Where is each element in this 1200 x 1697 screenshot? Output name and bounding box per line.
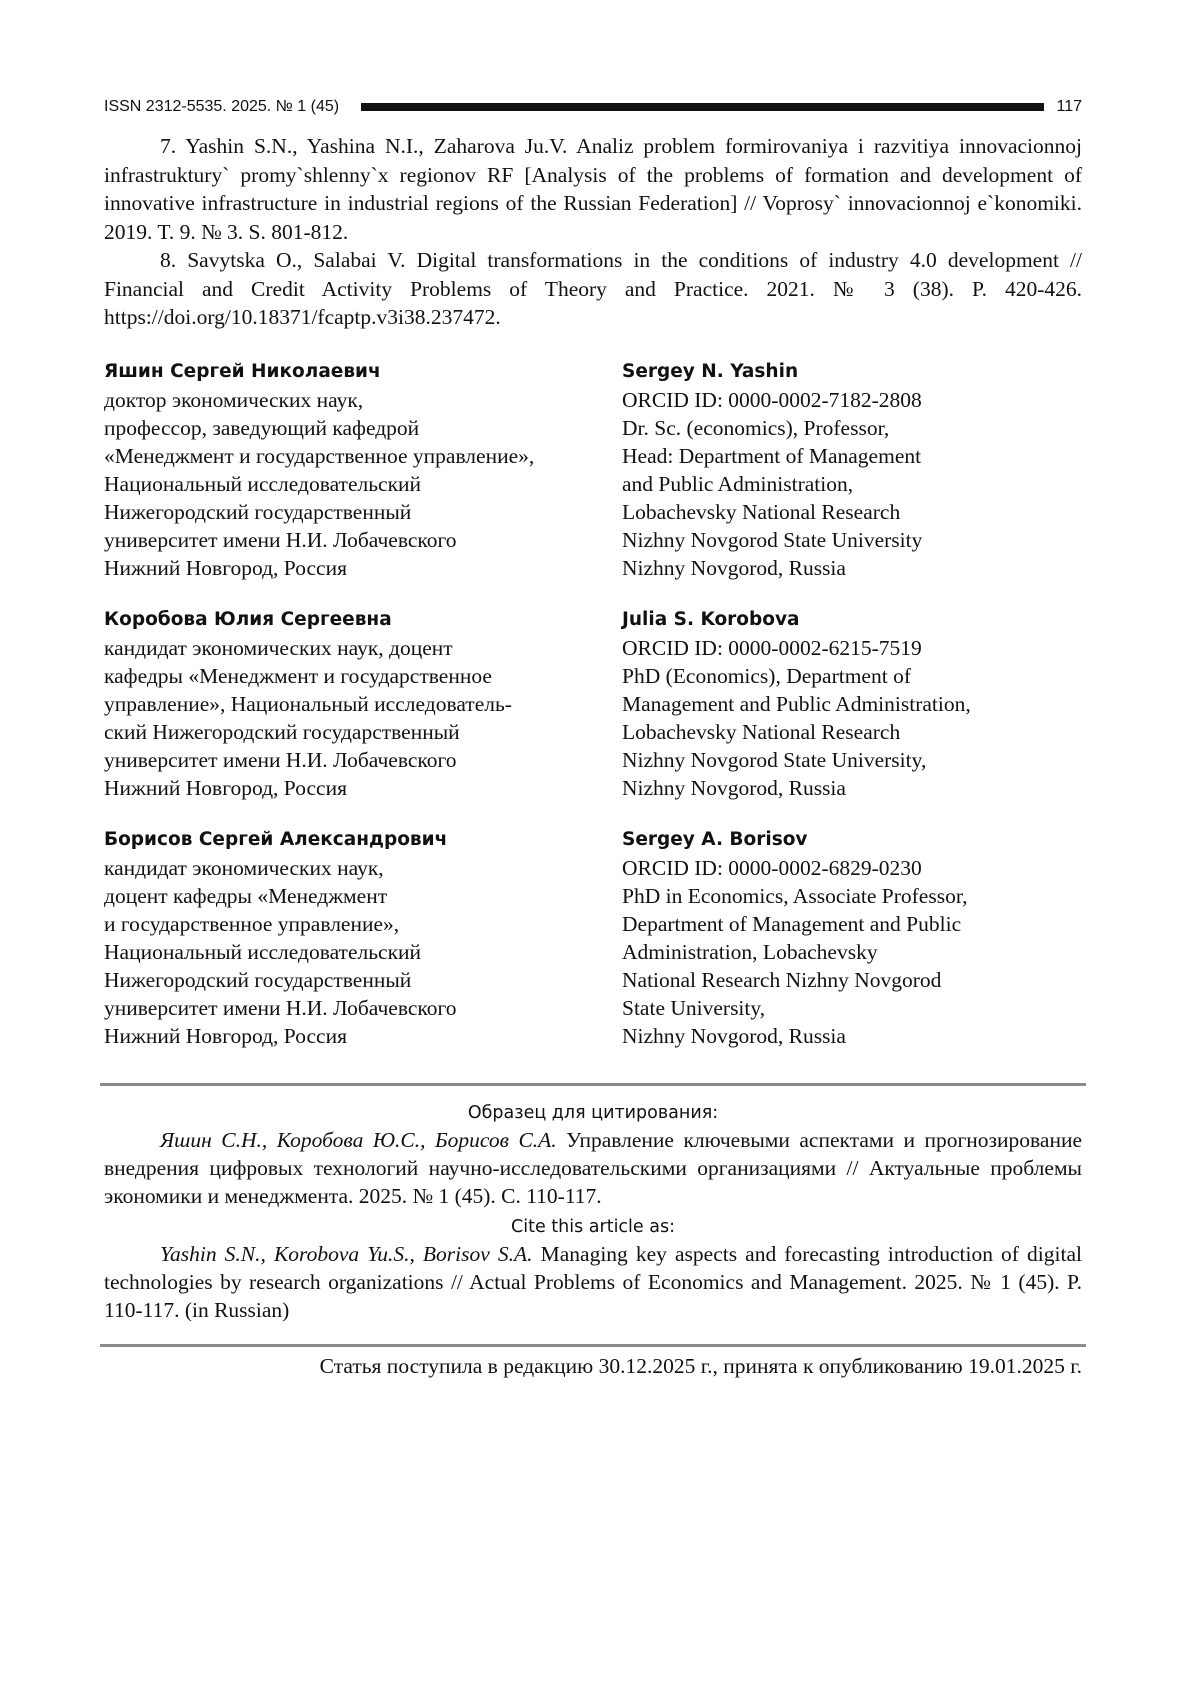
author-name-ru: Коробова Юлия Сергеевна [104,609,392,630]
author-affiliation-line: Нижний Новгород, Россия [104,776,347,800]
citation-heading-en: Cite this article as: [511,1217,675,1237]
author-affiliation-line: Nizhny Novgorod State University, [622,748,927,772]
author-affiliation-line: Lobachevsky National Research [622,500,901,524]
author-affiliation-line: Национальный исследовательский [104,940,422,964]
section-divider [100,1083,1086,1086]
citation-body-ru: Управление ключевыми аспектами и прогнозирование внедрения цифровых технологий научно-исследовательскими организациями // Актуальные проблемы экономики и менеджмента. 2025. № 1 (45). С. 110-117. [104,1128,1082,1208]
author-ru [104,826,622,1050]
author-affiliation-line: Management and Public Administration, [622,692,971,716]
reference-item: 8. Savytska O., Salabai V. Digital transformations in the conditions of industry 4.0 development // Financial and Credit Activity Problems of Theory and Practice. 2021. № 3 (38). P. 420-426. https://doi.org/10.18371/fcaptp.v3i38.237472. [104,248,1082,329]
author-affiliation-line: Нижегородский государственный [104,500,412,524]
citation-en [104,1214,1082,1324]
author-affiliation-line: Нижний Новгород, Россия [104,1024,347,1048]
author-row [104,606,1082,802]
author-en [622,606,1082,802]
header-rule [361,103,1044,111]
citation-ru [104,1100,1082,1210]
page-number: 117 [1056,98,1082,115]
references-list [104,132,1082,332]
author-affiliation-line: ский Нижегородский государственный [104,720,460,744]
citation-heading-ru: Образец для цитирования: [467,1103,719,1123]
author-ru [104,606,622,802]
author-row [104,826,1082,1050]
author-name-ru: Борисов Сергей Александрович [104,829,448,850]
author-affiliation-line: «Менеджмент и государственное управление», [104,444,535,468]
author-affiliation-line: кандидат экономических наук, доцент [104,636,453,660]
author-name-en: Sergey A. Borisov [622,829,808,850]
citation-authors-en: Yashin S.N., Korobova Yu.S., Borisov S.A. [160,1242,533,1266]
running-header [104,96,1082,118]
author-name-en: Sergey N. Yashin [622,361,799,382]
author-name-en: Julia S. Korobova [622,609,800,630]
author-affiliation-line: Нижний Новгород, Россия [104,556,347,580]
author-affiliation-line: доцент кафедры «Менеджмент [104,884,388,908]
citation-body-en: Managing key aspects and forecasting introduction of digital technologies by research organizations // Actual Problems of Economics and Management. 2025. № 1 (45). P. 110-117. (in Russian) [104,1242,1082,1322]
author-affiliation-line: Национальный исследовательский [104,472,422,496]
citation-text-ru [104,1126,1082,1210]
author-affiliation-line: Lobachevsky National Research [622,720,901,744]
author-affiliation-line: доктор экономических наук, [104,388,364,412]
author-affiliation-line: Dr. Sc. (economics), Professor, [622,416,890,440]
author-ru [104,358,622,582]
author-en [622,826,1082,1050]
author-affiliation-line: Nizhny Novgorod, Russia [622,1024,846,1048]
author-affiliation-line: Department of Management and Public [622,912,962,936]
author-affiliation-line: Head: Department of Management [622,444,922,468]
author-affiliation-line: профессор, заведующий кафедрой [104,416,420,440]
orcid-id: ORCID ID: 0000-0002-6829-0230 [622,856,922,880]
author-row [104,358,1082,582]
author-affiliation-line: Nizhny Novgorod, Russia [622,556,846,580]
author-affiliation-line: управление», Национальный исследователь- [104,692,512,716]
author-affiliation-line: National Research Nizhny Novgorod [622,968,942,992]
reference-item: 7. Yashin S.N., Yashina N.I., Zaharova Ju.V. Analiz problem formirovaniya i razvitiya innovacionnoj infrastruktury` promy`shlenny`x regionov RF [Analysis of the problems of formation and development of innovative infrastructure in industrial regions of the Russian Federation] // Voprosy` innovacionnoj e`konomiki. 2019. T. 9. № 3. S. 801-812. [104,134,1082,244]
orcid-id: ORCID ID: 0000-0002-6215-7519 [622,636,922,660]
author-affiliation-line: PhD (Economics), Department of [622,664,911,688]
author-name-ru: Яшин Сергей Николаевич [104,361,381,382]
orcid-id: ORCID ID: 0000-0002-7182-2808 [622,388,922,412]
author-affiliation-line: and Public Administration, [622,472,854,496]
author-affiliation-line: Nizhny Novgorod State University [622,528,923,552]
author-affiliation-line: Nizhny Novgorod, Russia [622,776,846,800]
author-affiliation-line: и государственное управление», [104,912,400,936]
author-affiliation-line: университет имени Н.И. Лобачевского [104,528,457,552]
received-note: Статья поступила в редакцию 30.12.2025 г., принята к опубликованию 19.01.2025 г. [319,1354,1082,1378]
author-affiliation-line: PhD in Economics, Associate Professor, [622,884,968,908]
author-info [104,358,1082,1074]
author-affiliation-line: университет имени Н.И. Лобачевского [104,996,457,1020]
author-affiliation-line: Administration, Lobachevsky [622,940,878,964]
author-en [622,358,1082,582]
section-divider [100,1344,1086,1347]
author-affiliation-line: кафедры «Менеджмент и государственное [104,664,492,688]
citation-authors-ru: Яшин С.Н., Коробова Ю.С., Борисов С.А. [160,1128,557,1152]
citation-text-en [104,1240,1082,1324]
author-affiliation-line: State University, [622,996,766,1020]
issn-label: ISSN 2312-5535. 2025. № 1 (45) [104,98,340,115]
author-affiliation-line: Нижегородский государственный [104,968,412,992]
author-affiliation-line: кандидат экономических наук, [104,856,384,880]
author-affiliation-line: университет имени Н.И. Лобачевского [104,748,457,772]
